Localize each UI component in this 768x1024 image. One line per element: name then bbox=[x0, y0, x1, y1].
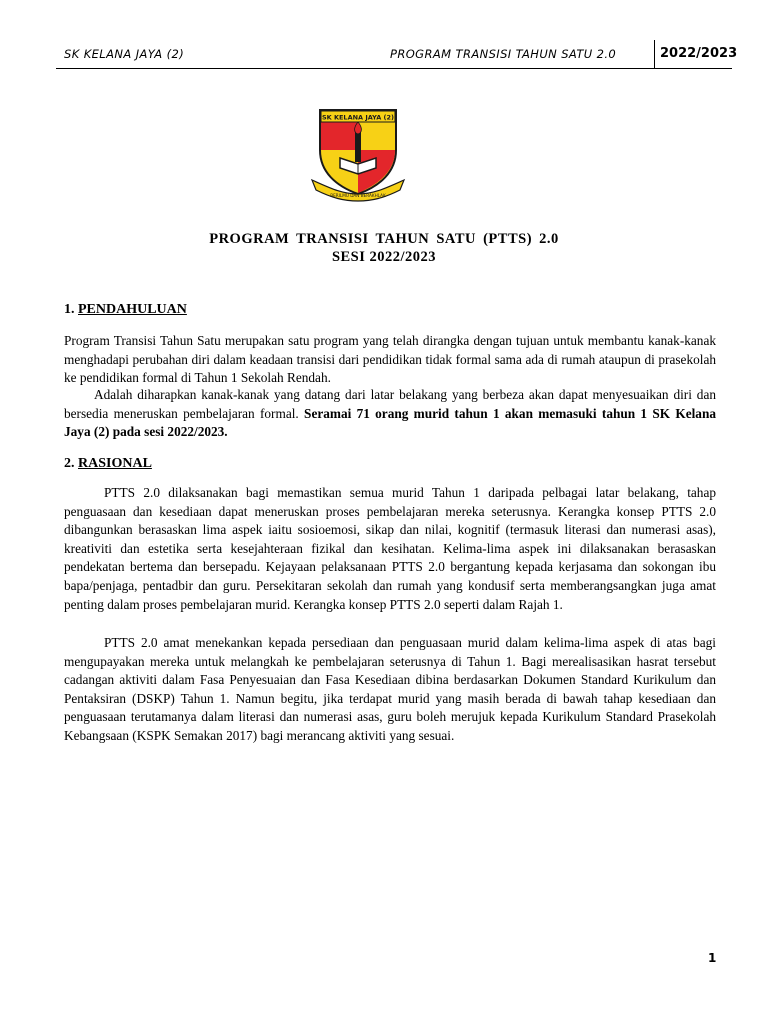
page-number: 1 bbox=[708, 951, 717, 965]
section-title: PENDAHULUAN bbox=[78, 302, 187, 317]
logo-ribbon-text: BERILMU DAN BERAKHLAK bbox=[330, 193, 386, 198]
paragraph bbox=[64, 386, 716, 442]
paragraph: Program Transisi Tahun Satu merupakan satu program yang telah dirangka dengan tujuan untuk membantu kanak-kanak menghadapi perubahan diri dalam keadaan transisi dari pendidikan tidak formal sama ada di rumah ataupun di prasekolah ke pendidikan formal di Tahun 1 Sekolah Rendah. bbox=[64, 333, 716, 386]
header-divider bbox=[654, 40, 655, 68]
section-number: 2. bbox=[64, 456, 75, 471]
header-year: 2022/2023 bbox=[660, 46, 738, 61]
section-title: RASIONAL bbox=[78, 456, 152, 471]
section-number: 1. bbox=[64, 302, 75, 317]
logo-banner-text: SK KELANA JAYA (2) bbox=[321, 113, 395, 122]
section-heading-pendahuluan bbox=[64, 302, 187, 318]
paragraph-text: Adalah diharapkan kanak-kanak yang datang dari latar belakang yang berbeza akan dapat menyesuaikan diri dan bersedia meneruskan pembelajaran formal. bbox=[64, 387, 716, 421]
header-school-name: SK KELANA JAYA (2) bbox=[64, 47, 185, 61]
document-title: PROGRAM TRANSISI TAHUN SATU (PTTS) 2.0 bbox=[209, 231, 559, 247]
header-program-name: PROGRAM TRANSISI TAHUN SATU 2.0 bbox=[390, 47, 617, 61]
page-header bbox=[56, 40, 738, 69]
paragraph-bold-text: Seramai 71 orang murid tahun 1 akan memasuki tahun 1 SK Kelana Jaya (2) pada sesi 2022/2023. bbox=[64, 405, 716, 440]
school-crest-logo bbox=[310, 106, 406, 202]
section-heading-rasional bbox=[64, 456, 152, 472]
paragraph: PTTS 2.0 amat menekankan kepada persediaan dan penguasaan murid dalam kelima-lima aspek di atas bagi mengupayakan mereka untuk melangkah ke pembelajaran seterusnya di Tahun 1. Bagi merealisasikan hasrat tersebut cadangan aktiviti dalam Fasa Penyesuaian dan Fasa Kesediaan dibina berdasarkan Dokumen Standard Kurikulum dan Pentaksiran (DSKP) Tahun 1. Namun begitu, jika terdapat murid yang masih berada di bawah tahap kesediaan dan penguasaan terutamanya dalam literasi dan numerasi asas, guru boleh merujuk kepada Kurikulum Standard Prasekolah Kebangsaan (KSPK Semakan 2017) bagi merancang aktiviti yang sesuai. bbox=[64, 635, 716, 743]
paragraph: PTTS 2.0 dilaksanakan bagi memastikan semua murid Tahun 1 daripada pelbagai latar belakang, tahap penguasaan dan kesediaan dapat meneruskan proses pembelajaran mereka seterusnya. Kerangka konsep PTTS 2.0 dibangunkan berasaskan lima aspek iaitu sosioemosi, sikap dan nilai, kognitif (termasuk literasi dan numerasi asas), kreativiti dan estetika serta kesejahteraan fizikal dan kesihatan. Kelima-lima aspek ini dilaksanakan berasaskan pendekatan bertema dan bersepadu. Kejayaan pelaksanaan PTTS 2.0 bergantung kepada kerjasama dan sokongan ibu bapa/penjaga, pentadbir dan guru. Persekitaran sekolah dan rumah yang kondusif serta memberangsangkan juga amat penting dalam proses pembelajaran murid. Kerangka konsep PTTS 2.0 seperti dalam Rajah 1. bbox=[64, 485, 716, 612]
document-subtitle: SESI 2022/2023 bbox=[331, 249, 437, 265]
